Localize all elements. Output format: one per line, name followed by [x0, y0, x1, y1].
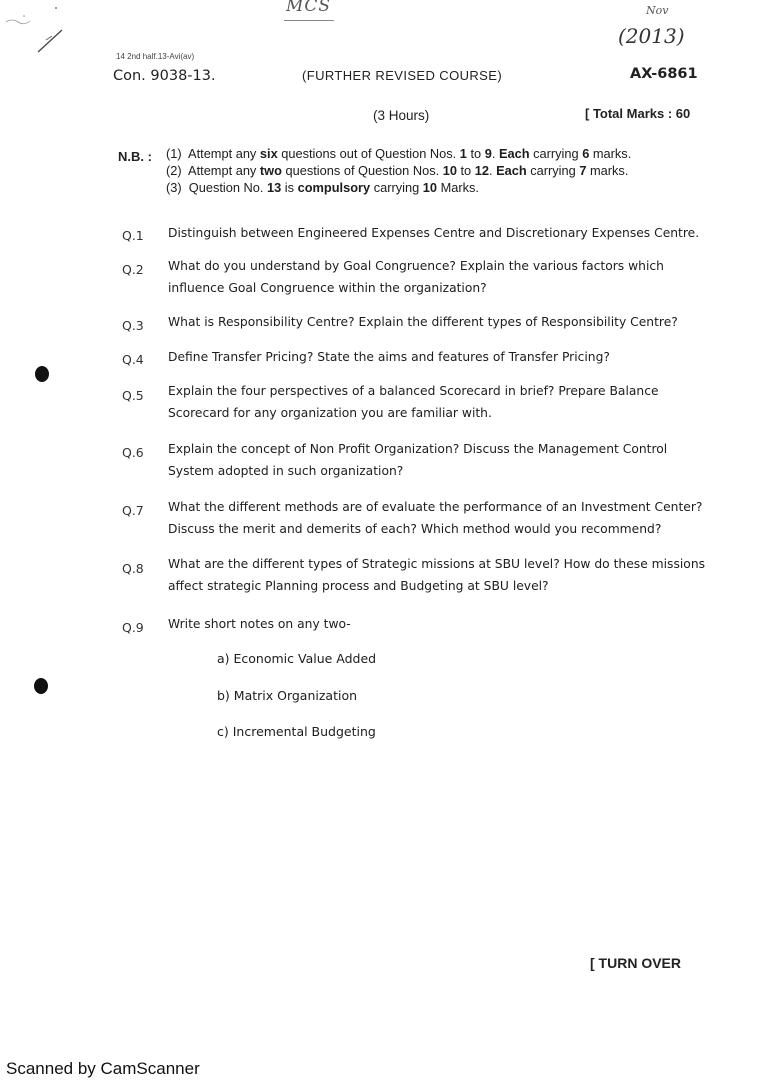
question-text: Write short notes on any two- — [168, 617, 351, 631]
question-text: Distinguish between Engineered Expenses Centre and Discretionary Expenses Centre. — [168, 226, 700, 240]
nb-instruction-1: (1) Attempt any six questions out of Question Nos. 1 to 9. Each carrying 6 marks. — [166, 146, 632, 161]
question-number: Q.5 — [122, 388, 144, 403]
question-number: Q.8 — [122, 561, 144, 576]
question-number: Q.3 — [122, 318, 144, 333]
question-number: Q.6 — [122, 445, 144, 460]
question-text: What do you understand by Goal Congruence? Explain the various factors which influence Goal Congruence within the organization? — [168, 259, 664, 295]
short-note-option-b: b) Matrix Organization — [217, 688, 358, 703]
question-text: What the different methods are of evaluate the performance of an Investment Center? Discuss the merit and demerits of each? Which method would you recommend? — [168, 500, 703, 536]
short-note-option-c: c) Incremental Budgeting — [217, 724, 376, 739]
question-text: What are the different types of Strategic missions at SBU level? How do these missions affect strategic Planning process and Budgeting at SBU level? — [168, 557, 706, 593]
course-title: (FURTHER REVISED COURSE) — [302, 68, 503, 83]
exam-duration: (3 Hours) — [373, 108, 430, 123]
handwritten-month-note: Nov — [646, 4, 669, 17]
handwritten-course-note: MCS — [286, 0, 332, 16]
small-print-code: 14 2nd half.13-Avi(av) — [116, 52, 195, 61]
scanner-watermark: Scanned by CamScanner — [6, 1059, 200, 1078]
con-number: Con. 9038-13. — [113, 68, 216, 84]
question-number: Q.2 — [122, 262, 144, 277]
nb-item-number: (1) — [166, 146, 182, 161]
nb-instruction-3: (3) Question No. 13 is compulsory carrying 10 Marks. — [166, 180, 479, 195]
total-marks: [ Total Marks : 60 — [585, 106, 691, 121]
handwritten-year: (2013) — [618, 24, 685, 48]
nb-label: N.B. : — [118, 149, 152, 164]
punch-hole-mark-2 — [34, 678, 48, 694]
question-text: What is Responsibility Centre? Explain the different types of Responsibility Centre? — [168, 315, 678, 329]
nb-item-number: (3) — [166, 180, 182, 195]
handwritten-underline — [284, 20, 334, 21]
question-text: Explain the four perspectives of a balanced Scorecard in brief? Prepare Balance Scorecard for any organization you are familiar with. — [168, 384, 659, 420]
paper-code: AX-6861 — [630, 66, 698, 82]
question-number: Q.7 — [122, 503, 144, 518]
turn-over-note: [ TURN OVER — [590, 955, 681, 971]
question-text: Define Transfer Pricing? State the aims and features of Transfer Pricing? — [168, 350, 610, 364]
question-number: Q.9 — [122, 620, 144, 635]
nb-item-number: (2) — [166, 163, 182, 178]
nb-instruction-2: (2) Attempt any two questions of Question Nos. 10 to 12. Each carrying 7 marks. — [166, 163, 629, 178]
punch-hole-mark-1 — [35, 366, 49, 382]
short-note-option-a: a) Economic Value Added — [217, 651, 377, 666]
question-number: Q.1 — [122, 228, 144, 243]
scan-scribble-marks — [0, 0, 120, 80]
question-number: Q.4 — [122, 352, 144, 367]
question-text: Explain the concept of Non Profit Organization? Discuss the Management Control System adopted in such organization? — [168, 442, 668, 478]
